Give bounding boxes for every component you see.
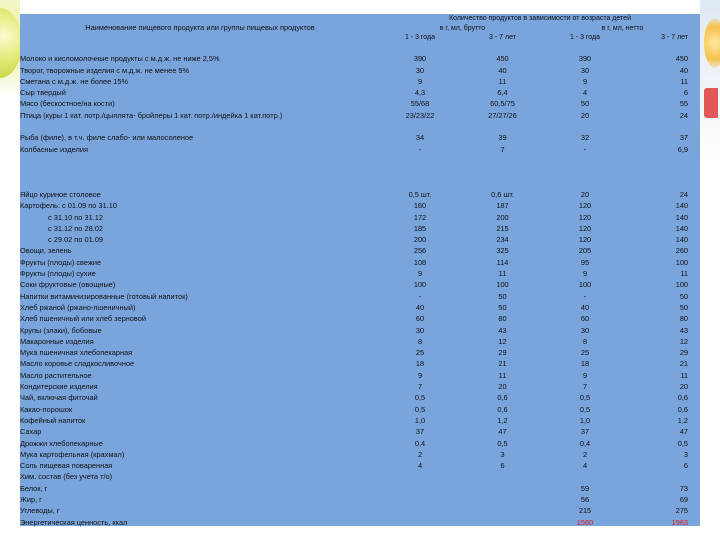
table-row bbox=[20, 65, 700, 76]
value-cell: 114 bbox=[496, 257, 509, 267]
table-row bbox=[20, 200, 700, 211]
value-cell: 8 bbox=[582, 336, 588, 346]
value-cell: 50 bbox=[580, 99, 590, 109]
value-cell: 50 bbox=[679, 291, 689, 301]
value-cell: 9 bbox=[582, 269, 588, 279]
product-name: Углеводы, г bbox=[20, 506, 60, 516]
value-cell: 47 bbox=[498, 427, 507, 437]
value-cell: 69 bbox=[679, 494, 689, 504]
value-cell: 25 bbox=[415, 348, 425, 358]
table-row bbox=[20, 358, 700, 369]
value-cell: 450 bbox=[675, 54, 689, 64]
table-row bbox=[20, 347, 700, 358]
value-cell: 0,5 bbox=[677, 438, 689, 448]
table-row bbox=[20, 313, 700, 324]
product-name: Кофейный напиток bbox=[20, 415, 86, 425]
product-name: Дрожжи хлебопекарные bbox=[20, 438, 103, 448]
product-name: Фрукты (плоды) свежие bbox=[20, 257, 102, 267]
value-cell: 29 bbox=[679, 348, 689, 358]
value-cell: 100 bbox=[496, 280, 509, 290]
value-cell: 40 bbox=[498, 65, 507, 75]
value-cell: 3 bbox=[683, 449, 689, 459]
value-cell: 9 bbox=[417, 269, 423, 279]
value-cell: 120 bbox=[578, 201, 592, 211]
value-cell: 30 bbox=[415, 65, 425, 75]
value-cell: 23/23/22 bbox=[405, 110, 435, 120]
product-name: Хлеб ржаной (ржано-пшеничный) bbox=[20, 302, 136, 312]
value-cell: 60,5/75 bbox=[490, 99, 515, 109]
right-red-tab bbox=[704, 88, 718, 118]
value-cell: 30 bbox=[580, 65, 590, 75]
value-cell: 27/27/26 bbox=[488, 110, 517, 120]
product-name: Напитки витаминизированные (готовый напиток) bbox=[20, 291, 188, 301]
empty-cell bbox=[460, 494, 545, 505]
product-name: Белок, г bbox=[20, 483, 48, 493]
value-cell: - bbox=[418, 291, 422, 301]
value-cell: 6,4 bbox=[497, 88, 508, 98]
value-cell: 11 bbox=[680, 269, 689, 279]
value-cell: 6 bbox=[683, 88, 689, 98]
spacer-row bbox=[20, 155, 700, 189]
value-cell: 39 bbox=[498, 133, 507, 143]
value-cell: 187 bbox=[496, 201, 509, 211]
value-cell: 0,6 bbox=[677, 393, 689, 403]
value-cell: 0,4 bbox=[414, 438, 426, 448]
value-cell: 6,9 bbox=[677, 144, 689, 154]
table-row bbox=[20, 381, 700, 392]
empty-cell bbox=[380, 505, 460, 516]
value-cell: 8 bbox=[417, 336, 423, 346]
spacer-row bbox=[20, 121, 700, 132]
value-cell: 6 bbox=[683, 461, 689, 471]
empty-cell bbox=[460, 517, 545, 528]
value-cell: 37 bbox=[679, 133, 689, 143]
value-cell: 11 bbox=[498, 76, 507, 86]
value-cell: 34 bbox=[415, 133, 425, 143]
table-row bbox=[20, 449, 700, 460]
table-row bbox=[20, 505, 700, 516]
value-cell: 9 bbox=[417, 370, 423, 380]
product-name: Птица (куры 1 кат. потр./цыплята- бройлеры 1 кат. потр./индейка 1 кат.потр.) bbox=[20, 110, 283, 120]
right-blob-decoration bbox=[704, 18, 720, 68]
product-name: Яйцо куриное столовое bbox=[20, 189, 101, 199]
product-name: Рыба (филе), в т.ч. филе слабо- или малосоленое bbox=[20, 133, 194, 143]
table-row bbox=[20, 438, 700, 449]
gross-header: в г, мл, брутто bbox=[439, 24, 486, 32]
table-row bbox=[20, 223, 700, 234]
chem-title-row bbox=[20, 471, 700, 482]
value-cell: 0,6 bbox=[497, 404, 508, 414]
table-row bbox=[20, 110, 700, 121]
value-cell: 18 bbox=[415, 359, 425, 369]
table-body bbox=[20, 42, 700, 528]
table-row bbox=[20, 257, 700, 268]
value-cell: 0,6 шт. bbox=[491, 189, 514, 199]
age-col-4: 3 - 7 лет bbox=[661, 33, 689, 41]
value-cell: 55 bbox=[679, 99, 689, 109]
value-cell: 4,3 bbox=[414, 88, 426, 98]
product-name: с 31.12 по 28.02 bbox=[48, 223, 103, 233]
table-row bbox=[20, 517, 700, 528]
value-cell: 20 bbox=[498, 382, 507, 392]
table-row bbox=[20, 370, 700, 381]
value-cell: 9 bbox=[417, 76, 423, 86]
header-row bbox=[20, 14, 700, 24]
table-row bbox=[20, 76, 700, 87]
value-cell: 100 bbox=[413, 280, 427, 290]
product-name: Масло растительное bbox=[20, 370, 92, 380]
value-cell: 50 bbox=[498, 291, 507, 301]
value-cell: 59 bbox=[580, 483, 590, 493]
product-name: Картофель: с 01.09 по 31.10 bbox=[20, 201, 117, 211]
table-row bbox=[20, 336, 700, 347]
value-cell: 2 bbox=[417, 449, 423, 459]
value-cell: 55/68 bbox=[410, 99, 430, 109]
table-row bbox=[20, 189, 700, 200]
table-row bbox=[20, 426, 700, 437]
age-col-3: 1 - 3 года bbox=[569, 33, 601, 41]
value-cell: 160 bbox=[413, 201, 427, 211]
product-name: Мука картофельная (крахмал) bbox=[20, 449, 125, 459]
value-cell: 2 bbox=[582, 449, 588, 459]
value-cell: 43 bbox=[498, 325, 507, 335]
product-name: Сметана с м.д.ж. не более 15% bbox=[20, 76, 129, 86]
product-name: Соки фруктовые (овощные) bbox=[20, 280, 116, 290]
value-cell: 100 bbox=[578, 280, 592, 290]
value-cell: 80 bbox=[498, 314, 507, 324]
value-cell: 0,5 bbox=[579, 393, 591, 403]
table-row bbox=[20, 302, 700, 313]
product-name: Мука пшеничная хлебопекарная bbox=[20, 348, 133, 358]
value-cell: 7 bbox=[500, 144, 505, 154]
value-cell: 20 bbox=[580, 189, 590, 199]
value-cell: 24 bbox=[679, 189, 689, 199]
value-cell: 37 bbox=[415, 427, 425, 437]
product-name: Сыр твердый bbox=[20, 88, 66, 98]
food-norms-table-container bbox=[20, 14, 700, 526]
value-cell: 4 bbox=[417, 461, 423, 471]
value-cell: 40 bbox=[415, 302, 425, 312]
value-cell: 11 bbox=[680, 76, 689, 86]
value-cell: 11 bbox=[680, 370, 689, 380]
table-row bbox=[20, 291, 700, 302]
product-name: Хлеб пшеничный или хлеб зерновой bbox=[20, 314, 146, 324]
product-name: Жир, г bbox=[20, 494, 42, 504]
value-cell: 9 bbox=[582, 76, 588, 86]
value-cell: 205 bbox=[578, 246, 592, 256]
empty-cell bbox=[380, 483, 460, 494]
value-cell: 200 bbox=[413, 235, 427, 245]
value-cell: 30 bbox=[415, 325, 425, 335]
value-cell: 1,0 bbox=[579, 415, 591, 425]
value-cell: 390 bbox=[413, 54, 427, 64]
product-name: с 31.10 по 31.12 bbox=[48, 212, 103, 222]
empty-cell bbox=[460, 483, 545, 494]
value-cell: 140 bbox=[675, 223, 689, 233]
product-name: Чай, включая фиточай bbox=[20, 393, 98, 403]
product-name: Крупы (злаки), бобовые bbox=[20, 325, 102, 335]
value-cell: 140 bbox=[675, 212, 689, 222]
table-row bbox=[20, 404, 700, 415]
value-cell: - bbox=[583, 291, 587, 301]
value-cell: 325 bbox=[496, 246, 509, 256]
value-cell: 30 bbox=[580, 325, 590, 335]
product-name: Энергетическая ценность, ккал bbox=[20, 517, 128, 527]
value-cell: 185 bbox=[413, 223, 427, 233]
right-decoration bbox=[700, 0, 720, 540]
table-row bbox=[20, 460, 700, 471]
product-name: Кондитерские изделия bbox=[20, 382, 98, 392]
value-cell: 21 bbox=[498, 359, 507, 369]
value-cell: 275 bbox=[675, 506, 689, 516]
table-row bbox=[20, 98, 700, 109]
value-cell: 40 bbox=[580, 302, 590, 312]
product-name: Мясо (бескостное/на кости) bbox=[20, 99, 115, 109]
value-cell: 60 bbox=[415, 314, 425, 324]
empty-cell bbox=[380, 494, 460, 505]
value-cell: 450 bbox=[496, 54, 509, 64]
value-cell: 20 bbox=[580, 110, 590, 120]
chem-title: Хим. состав (без учета т/о) bbox=[20, 472, 113, 482]
table-row bbox=[20, 245, 700, 256]
product-name: Соль пищевая поваренная bbox=[20, 461, 113, 471]
value-cell: - bbox=[418, 144, 422, 154]
value-cell: 73 bbox=[679, 483, 689, 493]
value-cell: 7 bbox=[417, 382, 423, 392]
value-cell: 25 bbox=[580, 348, 590, 358]
value-cell: 120 bbox=[578, 223, 592, 233]
value-cell: 29 bbox=[498, 348, 507, 358]
value-cell: 12 bbox=[679, 336, 689, 346]
value-cell: - bbox=[583, 144, 587, 154]
product-name: Молоко и кисломолочные продукты с м.д.ж. не ниже 2,5% bbox=[20, 54, 220, 64]
value-cell: 4 bbox=[582, 461, 588, 471]
food-norms-table bbox=[20, 14, 700, 528]
product-name: Творог, творожные изделия с м.д.ж. не менее 5% bbox=[20, 65, 190, 75]
value-cell: 40 bbox=[679, 65, 689, 75]
value-cell: 120 bbox=[578, 235, 592, 245]
age-col-2: 3 - 7 лет bbox=[489, 33, 516, 41]
value-cell: 56 bbox=[580, 494, 590, 504]
value-cell: 0,6 bbox=[677, 404, 689, 414]
value-cell: 47 bbox=[679, 427, 689, 437]
value-cell: 0,5 bbox=[579, 404, 591, 414]
value-cell: 100 bbox=[675, 257, 689, 267]
product-name: Фрукты (плоды) сухие bbox=[20, 269, 96, 279]
value-cell: 1560 bbox=[576, 517, 594, 527]
value-cell: 50 bbox=[679, 302, 689, 312]
value-cell: 37 bbox=[580, 427, 590, 437]
table-row bbox=[20, 392, 700, 403]
value-cell: 390 bbox=[578, 54, 592, 64]
net-header: в г, мл, нетто bbox=[601, 24, 644, 32]
value-cell: 140 bbox=[675, 235, 689, 245]
table-row bbox=[20, 494, 700, 505]
product-name: Макаронные изделия bbox=[20, 336, 94, 346]
value-cell: 6 bbox=[500, 461, 505, 471]
value-cell: 1,0 bbox=[414, 415, 426, 425]
quantity-header: Количество продуктов в зависимости от возраста детей bbox=[449, 15, 631, 23]
value-cell: 7 bbox=[582, 382, 588, 392]
value-cell: 12 bbox=[498, 336, 507, 346]
value-cell: 1963 bbox=[671, 517, 689, 527]
value-cell: 9 bbox=[582, 370, 588, 380]
value-cell: 4 bbox=[582, 88, 588, 98]
value-cell: 256 bbox=[413, 246, 427, 256]
product-name-header: Наименование пищевого продукта или группы пищевых продуктов bbox=[85, 23, 315, 33]
value-cell: 100 bbox=[675, 280, 689, 290]
value-cell: 120 bbox=[578, 212, 592, 222]
product-name: Сахар bbox=[20, 427, 42, 437]
value-cell: 32 bbox=[580, 133, 590, 143]
table-row bbox=[20, 268, 700, 279]
product-name: Масло коровье сладкосливочное bbox=[20, 359, 135, 369]
empty-cell bbox=[460, 505, 545, 516]
table-row bbox=[20, 483, 700, 494]
table-row bbox=[20, 234, 700, 245]
value-cell: 140 bbox=[675, 201, 689, 211]
product-name: Колбасные изделия bbox=[20, 144, 88, 154]
value-cell: 0,5 bbox=[414, 404, 426, 414]
value-cell: 172 bbox=[413, 212, 427, 222]
value-cell: 1,2 bbox=[497, 415, 508, 425]
table-row bbox=[20, 144, 700, 155]
value-cell: 0,5 bbox=[497, 438, 508, 448]
table-row bbox=[20, 279, 700, 290]
value-cell: 215 bbox=[578, 506, 592, 516]
value-cell: 20 bbox=[679, 382, 689, 392]
value-cell: 50 bbox=[498, 302, 507, 312]
value-cell: 95 bbox=[580, 257, 590, 267]
value-cell: 11 bbox=[498, 269, 507, 279]
product-name: Какао-порошок bbox=[20, 404, 73, 414]
value-cell: 215 bbox=[496, 223, 509, 233]
table-row bbox=[20, 212, 700, 223]
table-row bbox=[20, 325, 700, 336]
table-row bbox=[20, 53, 700, 64]
empty-cell bbox=[380, 517, 460, 528]
value-cell: 1,2 bbox=[677, 415, 689, 425]
value-cell: 0,5 шт. bbox=[408, 189, 432, 199]
value-cell: 200 bbox=[496, 212, 509, 222]
value-cell: 0,6 bbox=[497, 393, 508, 403]
value-cell: 18 bbox=[580, 359, 590, 369]
product-name: с 29.02 по 01.09 bbox=[48, 235, 103, 245]
value-cell: 0,4 bbox=[579, 438, 591, 448]
left-decoration bbox=[0, 0, 20, 540]
value-cell: 0,5 bbox=[414, 393, 426, 403]
value-cell: 3 bbox=[500, 449, 505, 459]
value-cell: 108 bbox=[413, 257, 427, 267]
product-name: Овощи, зелень bbox=[20, 246, 72, 256]
table-row bbox=[20, 87, 700, 98]
age-col-1: 1 - 3 года bbox=[404, 33, 436, 41]
table-row bbox=[20, 132, 700, 143]
value-cell: 80 bbox=[679, 314, 689, 324]
value-cell: 21 bbox=[679, 359, 689, 369]
value-cell: 11 bbox=[498, 370, 507, 380]
value-cell: 43 bbox=[679, 325, 689, 335]
value-cell: 234 bbox=[496, 235, 509, 245]
table-row bbox=[20, 415, 700, 426]
value-cell: 24 bbox=[679, 110, 689, 120]
value-cell: 60 bbox=[580, 314, 590, 324]
value-cell: 260 bbox=[675, 246, 689, 256]
spacer-row bbox=[20, 42, 700, 53]
